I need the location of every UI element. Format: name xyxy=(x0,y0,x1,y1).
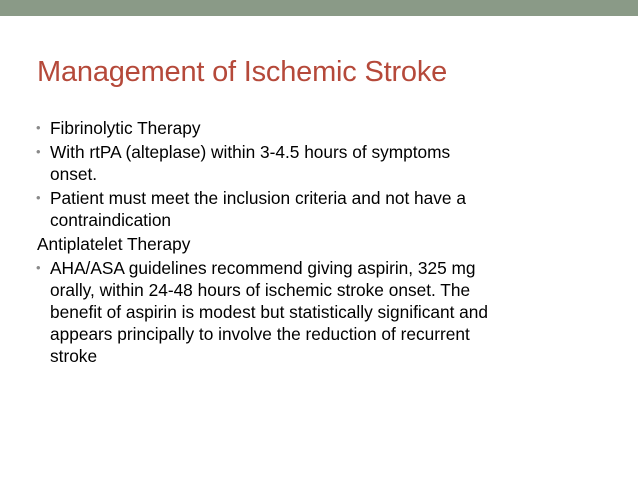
bullet-text: Fibrinolytic Therapy xyxy=(50,118,201,138)
bullet-text: With rtPA (alteplase) within 3-4.5 hours of symptoms onset. xyxy=(50,142,451,184)
bullet-aspirin-guidelines xyxy=(37,257,617,367)
bullet-text: Patient must meet the inclusion criteria and not have a contraindication xyxy=(50,188,466,230)
bullet-dot-icon: • xyxy=(36,120,41,135)
slide-body xyxy=(37,117,617,369)
bullet-fibrinolytic-therapy xyxy=(37,117,617,139)
subheading-antiplatelet-therapy xyxy=(37,233,617,255)
top-accent-bar xyxy=(0,0,638,16)
bullet-dot-icon: • xyxy=(36,190,41,205)
bullet-inclusion-criteria xyxy=(37,187,617,231)
bullet-dot-icon: • xyxy=(36,260,41,275)
bullet-rtpa xyxy=(37,141,617,185)
subheading-text: Antiplatelet Therapy xyxy=(37,234,191,254)
bullet-text: AHA/ASA guidelines recommend giving aspirin, 325 mg orally, within 24-48 hours of ischemic stroke onset. The benefit of aspirin is modest but statistically significant and appears principally to involve the reduction of recurrent stroke xyxy=(50,258,489,366)
bullet-dot-icon: • xyxy=(36,144,41,159)
slide-title: Management of Ischemic Stroke xyxy=(37,56,448,88)
